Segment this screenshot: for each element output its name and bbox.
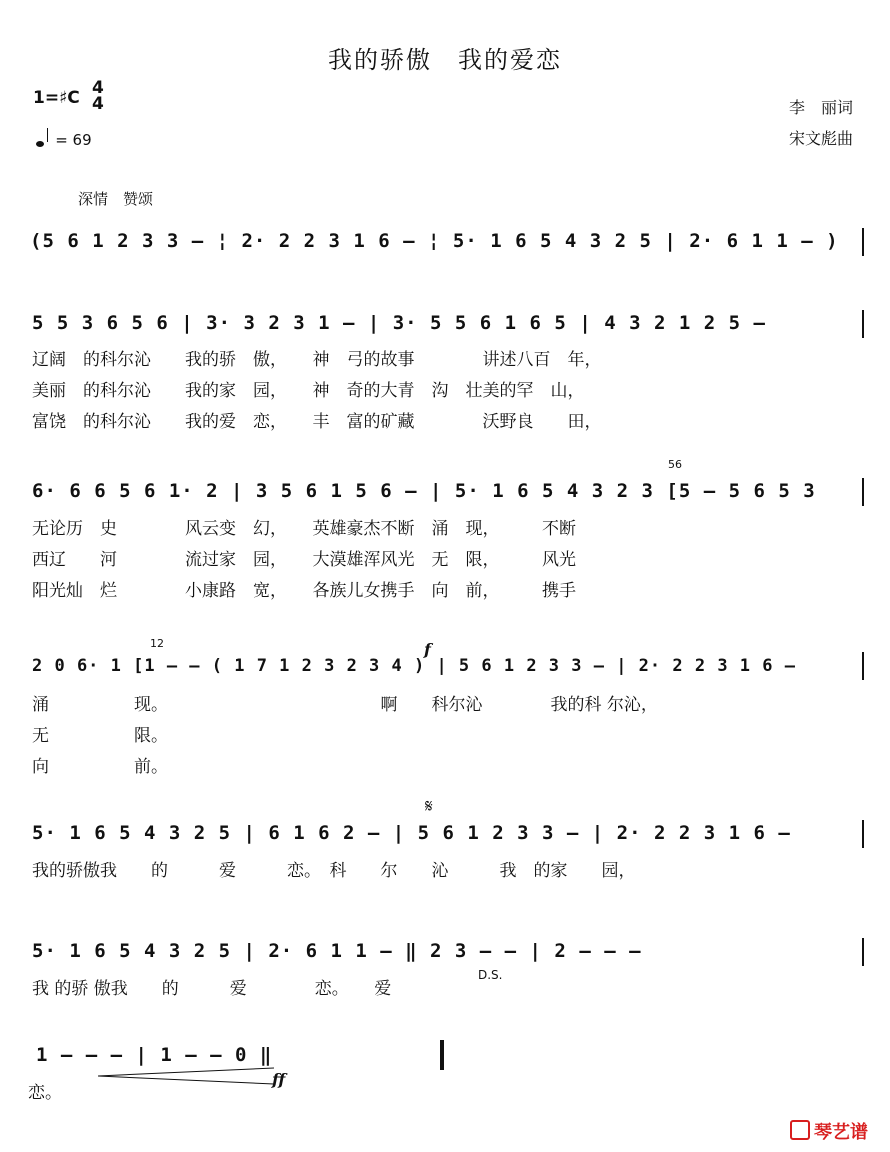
system-4-lyrics-verse-2: 无 限。 [32,726,168,746]
tempo-mark: = 69 [36,130,92,149]
time-signature: 4 4 [92,78,104,114]
dynamic-fortissimo: ff [272,1070,286,1089]
system-7-notes: 1 – – – | 1 – – 0 ‖ [36,1044,273,1066]
system-2-lyrics-verse-2: 美丽 的科尔沁 我的家 园， 神 奇的大青 沟 壮美的罕 山， [32,381,585,401]
barline [862,652,864,680]
watermark-logo: 琴艺谱 [790,1118,868,1144]
system-3-lyrics-verse-3: 阳光灿 烂 小康路 宽， 各族儿女携手 向 前， 携手 [32,581,576,601]
system-5-notes: 5· 1 6 5 4 3 2 5 | 6 1 6 2 – | 5 6 1 2 3 3 – | 2· 2 2 3 1 6 – [32,822,791,844]
system-2-notes: 5 5 3 6 5 6 | 3· 3 2 3 1 – | 3· 5 5 6 1 6 5 | 4 3 2 1 2 5 – [32,312,766,334]
rehearsal-mark: 56 [668,458,682,471]
barline [862,478,864,506]
dal-segno-mark: D.S. [478,968,503,982]
quarter-note-icon [36,141,44,147]
key-signature: 1=♯C [33,88,80,108]
barline [862,820,864,848]
system-2-lyrics-verse-1: 辽阔 的科尔沁 我的骄 傲， 神 弓的故事 讲述八百 年， [32,350,602,370]
system-4-lyrics-verse-3: 向 前。 [32,757,168,777]
system-4-lyrics-verse-1: 涌 现。 啊 科尔沁 我的科 尔沁， [32,695,658,715]
barline [862,938,864,966]
barline [862,228,864,256]
final-barline [440,1040,444,1070]
lyricist-credit: 李 丽词 [789,98,854,117]
system-6-lyrics: 我 的骄 傲我 的 爱 恋。 爱 [32,979,392,999]
crescendo-hairpin-icon [98,1066,274,1086]
system-6-notes: 5· 1 6 5 4 3 2 5 | 2· 6 1 1 – ‖ 2 3 – – | 2 – – – [32,940,642,962]
rehearsal-mark: 12 [150,637,164,650]
system-3-lyrics-verse-2: 西辽 河 流过家 园， 大漠雄浑风光 无 限， 风光 [32,550,576,570]
system-3-lyrics-verse-1: 无论历 史 风云变 幻， 英雄豪杰不断 涌 现， 不断 [32,519,576,539]
page-title: 我的骄傲 我的爱恋 [328,46,562,74]
composer-credit: 宋文彪曲 [789,129,854,148]
quarter-note-stem-icon [47,128,48,142]
system-3-notes: 6· 6 6 5 6 1· 2 | 3 5 6 1 5 6 – | 5· 1 6 5 4 3 2 3 [5 – 5 6 5 3 [32,480,816,502]
system-4-notes: 2 0 6· 1 [1 – – ( 1 7 1 2 3 2 3 4 ) | 5 6 1 2 3 3 – | 2· 2 2 3 1 6 – [32,656,796,676]
expression-mark: 深情 赞颂 [78,190,154,208]
segno-icon: 𝄋 [425,796,433,817]
logo-icon [790,1120,810,1140]
system-5-lyrics: 我的骄傲我 的 爱 恋。 科 尔 沁 我 的家 园， [32,861,636,881]
system-2-lyrics-verse-3: 富饶 的科尔沁 我的爱 恋， 丰 富的矿藏 沃野良 田， [32,412,602,432]
system-1-notes: (5 6 1 2 3 3 – ¦ 2· 2 2 3 1 6 – ¦ 5· 1 6 5 4 3 2 5 | 2· 6 1 1 – ) [30,230,839,252]
system-7-lyrics: 恋。 [28,1083,62,1103]
barline [862,310,864,338]
dynamic-forte: f [424,640,431,659]
